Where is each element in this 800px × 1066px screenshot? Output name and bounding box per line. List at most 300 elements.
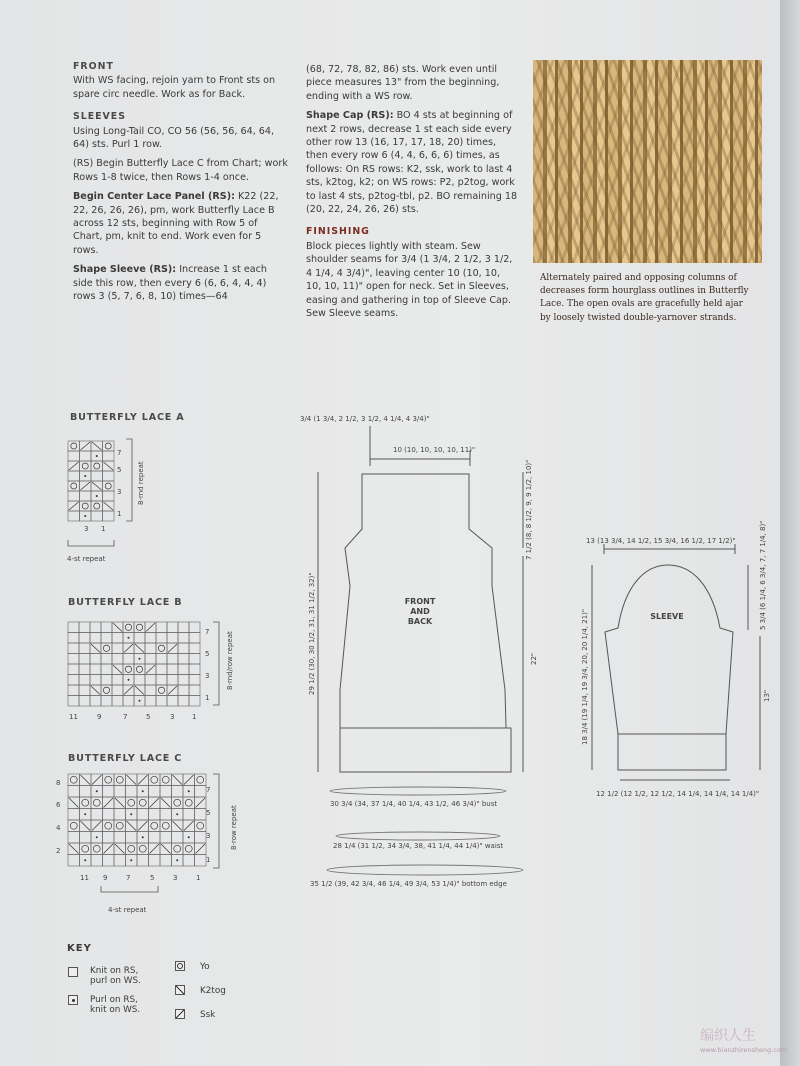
chart-cell [68,622,79,633]
yo-mark [105,822,112,829]
chart-cell [103,809,115,821]
chart-cell [103,832,115,844]
k2tog-mark [104,798,114,808]
chart-b-col-1: 1 [192,713,197,721]
sleeves-paragraph-2: (RS) Begin Butterfly Lace C from Chart; work Rows 1-8 twice, then Rows 1-4 once. [73,158,288,183]
chart-cell [68,832,80,844]
chart-cell [101,622,112,633]
chart-cell [160,855,172,867]
body-ribbing [340,728,511,772]
chart-cell [126,832,138,844]
chart-b-row-3: 3 [205,672,210,680]
chart-c-row-7: 7 [206,786,211,794]
yo-mark [197,822,204,829]
chart-cell [123,622,134,633]
chart-cell [167,664,178,675]
chart-cell [137,855,149,867]
chart-cell [101,633,112,644]
yo-mark [162,822,169,829]
chart-cell [103,441,115,451]
k2tog-mark [184,775,194,785]
chart-b-title: BUTTERFLY LACE B [68,597,183,608]
yo-mark [128,845,135,852]
chart-cell [90,696,101,707]
chart-cell [68,675,79,686]
purl-mark [128,679,130,681]
chart-cell [137,843,149,855]
chart-cell [79,622,90,633]
purl-mark [128,637,130,639]
ssk-mark [81,775,91,785]
ssk-mark [127,775,137,785]
purl-mark [84,475,86,477]
chart-cell [178,685,189,696]
purl-mark [176,813,178,815]
chart-cell [114,786,126,798]
chart-c-col-1: 1 [196,874,201,882]
chart-a-grid [68,441,114,521]
chart-cell [126,786,138,798]
ssk-mark [92,482,102,490]
photo-caption: Alternately paired and opposing columns of decreases form hourglass outlines in Butterfly Lace. The open ovals are gracefully held ajar by loosely twisted double-yarnover strands. [540,273,749,323]
sleeve-cuff [618,734,726,770]
chart-c-row-3: 3 [206,832,211,840]
chart-cell [167,675,178,686]
chart-cell [178,622,189,633]
chart-cell [90,622,101,633]
chart-c-col-7: 7 [126,874,131,882]
purl-mark [130,859,132,861]
chart-cell [90,664,101,675]
chart-cell [149,786,161,798]
yo-mark [151,822,158,829]
chart-cell [101,675,112,686]
key-title: KEY [67,943,92,954]
chart-cell [178,633,189,644]
chart-cell [145,685,156,696]
chart-cell [90,633,101,644]
finishing-heading: FINISHING [306,226,370,238]
chart-cell [90,675,101,686]
ssk-mark [115,798,125,808]
chart-cell [114,820,126,832]
chart-cell [189,675,200,686]
chart-cell [195,786,207,798]
purl-mark [188,790,190,792]
chart-cell [68,451,80,461]
chart-cell [103,491,115,501]
chart-cell [178,643,189,654]
chart-cell [79,685,90,696]
ssk-mark [135,644,144,653]
chart-cell [189,643,200,654]
yo-mark [70,822,77,829]
chart-c-col-9: 9 [103,874,108,882]
purl-mark [96,455,98,457]
chart-a-row-7: 7 [117,449,122,457]
ssk-mark [81,821,91,831]
side-measurement: 22" [530,652,538,665]
chart-a-bottom-repeat: 4-st repeat [67,555,106,563]
chart-cell [80,797,92,809]
chart-cell [178,696,189,707]
chart-cell [195,832,207,844]
chart-cell [160,820,172,832]
k2tog-mark [92,775,102,785]
yo-mark [82,799,89,806]
chart-cell [172,843,184,855]
chart-cell [126,797,138,809]
chart-cell [137,797,149,809]
chart-cell [189,696,200,707]
chart-cell [80,461,92,471]
yo-mark [139,799,146,806]
chart-b-repeat-label: 8-rnd/row repeat [226,631,234,690]
ssk-mark [113,623,122,632]
chart-cell [183,855,195,867]
chart-cell [114,774,126,786]
chart-cell [123,654,134,665]
chart-cell [68,820,80,832]
chart-b-col-9: 9 [97,713,102,721]
chart-cell [145,643,156,654]
chart-cell [103,774,115,786]
body-label-front: FRONT [404,597,436,606]
chart-cell [112,643,123,654]
chart-c-row-8: 8 [56,779,61,787]
sleeves-paragraph-1: Using Long-Tail CO, CO 56 (56, 56, 64, 64, 64) sts. Purl 1 row. [73,125,275,151]
yo-mark [82,503,88,509]
key-k2tog: K2tog [200,986,226,996]
chart-c-bottom-repeat: 4-st repeat [108,906,147,914]
chart-cell [103,471,115,481]
sleeve-continued-paragraph: (68, 72, 78, 82, 86) sts. Work even until piece measures 13" from the beginning, ending with a WS row. [306,64,500,102]
watermark-url: www.bianzhirensheng.com [700,1046,788,1054]
chart-cell [68,696,79,707]
chart-cell [172,832,184,844]
chart-cell [112,696,123,707]
yo-mark [136,666,142,672]
ssk-mark [104,502,114,510]
key-knit-line1: Knit on RS, [90,966,139,976]
purl-mark [84,859,86,861]
yo-mark [174,845,181,852]
chart-cell [145,633,156,644]
chart-cell [134,633,145,644]
chart-cell [91,809,103,821]
chart-cell [101,654,112,665]
k2tog-mark [184,821,194,831]
k2tog-mark [196,798,206,808]
chart-cell [90,654,101,665]
chart-cell [183,809,195,821]
k2tog-symbol-icon [175,985,185,995]
chart-cell [68,491,80,501]
chart-cell [123,664,134,675]
key-knit [90,966,141,986]
chart-c-row-4: 4 [56,824,61,832]
chart-a-row-1: 1 [117,510,122,518]
ssk-mark [69,798,79,808]
chart-cell [156,685,167,696]
k2tog-mark [124,686,133,695]
yo-mark [71,443,77,449]
neck-measurement: 10 (10, 10, 10, 10, 11)" [393,446,476,454]
chart-cell [68,654,79,665]
yo-mark [103,687,109,693]
chart-cell [103,820,115,832]
ssk-mark [173,775,183,785]
purl-mark [84,515,86,517]
chart-b-col-5: 5 [146,713,151,721]
chart-cell [101,685,112,696]
chart-c-row-2: 2 [56,847,61,855]
chart-a-row-3: 3 [117,488,122,496]
chart-cell [178,675,189,686]
chart-cell [172,797,184,809]
chart-cell [68,471,80,481]
chart-c-row-1: 1 [206,856,211,864]
chart-cell [80,491,92,501]
k2tog-mark [69,462,79,470]
chart-cell [145,696,156,707]
chart-cell [68,664,79,675]
yo-mark [125,666,131,672]
armhole-measurement: 7 1/2 (8, 8 1/2, 9, 9 1/2, 10)" [525,459,533,560]
chart-cell [101,664,112,675]
chart-c-row-5: 5 [206,809,211,817]
k2tog-mark [146,665,155,674]
chart-cell [103,481,115,491]
yo-mark [158,645,164,651]
yo-mark [93,845,100,852]
chart-cell [189,654,200,665]
chart-cell [123,696,134,707]
chart-cell [103,451,115,461]
chart-cell [91,501,103,511]
chart-cell [91,797,103,809]
chart-c-col-5: 5 [150,874,155,882]
bust-measurement: 30 3/4 (34, 37 1/4, 40 1/4, 43 1/2, 46 3/4)" bust [330,800,498,808]
chart-b-col-3: 3 [170,713,175,721]
waist-measurement: 28 1/4 (31 1/2, 34 3/4, 38, 41 1/4, 44 1/4)" waist [333,842,504,850]
finishing-paragraph: Block pieces lightly with steam. Sew shoulder seams for 3/4 (1 3/4, 2 1/2, 3 1/2, 4 1/4, 4 3/4)", leaving center 10 (10, 10, 10, 10, 11)" open for neck. Set in Sleeves, easing and gathering in top of Sleeve Cap. Sew Sleeve seams. [306,240,513,319]
sleeve-label: SLEEVE [650,612,684,621]
chart-cell [114,832,126,844]
ssk-mark [115,844,125,854]
chart-cell [178,654,189,665]
chart-cell [91,461,103,471]
chart-a-col-3: 3 [84,525,89,533]
yo-mark [71,483,77,489]
chart-b-row-1: 1 [205,694,210,702]
ssk-mark [91,644,100,653]
chart-cell [101,643,112,654]
ssk-mark [91,686,100,695]
chart-cell [91,471,103,481]
sleeve-cuff-measurement: 12 1/2 (12 1/2, 12 1/2, 14 1/4, 14 1/4, 14 1/4)" [596,790,760,798]
key-ssk: Ssk [200,1010,216,1020]
ssk-mark [127,821,137,831]
k2tog-mark [168,686,177,695]
key-knit-line2: purl on WS. [90,976,141,986]
chart-b-grid [68,622,200,706]
chart-cell [112,633,123,644]
chart-cell [68,685,79,696]
chart-cell [160,786,172,798]
chart-a-col-1: 1 [101,525,106,533]
yo-mark [82,845,89,852]
k2tog-mark [81,482,91,490]
chart-cell [156,643,167,654]
yo-mark [174,799,181,806]
chart-cell [195,855,207,867]
chart-cell [189,685,200,696]
chart-cell [134,675,145,686]
chart-cell [91,855,103,867]
chart-cell [160,832,172,844]
chart-cell [195,809,207,821]
chart-c-row-6: 6 [56,801,61,809]
ssk-mark [104,462,114,470]
sleeve-outline [605,565,733,734]
yo-mark [162,776,169,783]
chart-b-col-11: 11 [69,713,78,721]
chart-cell [156,675,167,686]
chart-cell [103,511,115,521]
yo-mark [185,845,192,852]
yo-mark [136,624,142,630]
chart-cell [160,774,172,786]
chart-cell [103,855,115,867]
purl-mark [142,836,144,838]
k2tog-mark [104,844,114,854]
center-lace-text: K22 (22, 22, 26, 26, 26), pm, work Butterfly Lace B across 12 sts, beginning with Row 5 of Chart, pm, knit to end. Work even for 5 rows. [73,191,279,256]
chart-cell [137,809,149,821]
key-purl-line1: Purl on RS, [90,995,138,1005]
purl-mark [139,700,141,702]
yo-mark [125,624,131,630]
chart-b-row-5: 5 [205,650,210,658]
yo-mark [116,822,123,829]
chart-c-grid [68,774,206,866]
chart-cell [149,774,161,786]
yo-mark [93,799,100,806]
chart-cell [68,633,79,644]
k2tog-mark [196,844,206,854]
chart-cell [145,675,156,686]
body-label-back: BACK [407,617,433,626]
body-label-and: AND [410,607,430,616]
chart-cell [167,654,178,665]
yo-mark [185,799,192,806]
front-paragraph: With WS facing, rejoin yarn to Front sts on spare circ needle. Work as for Back. [73,75,276,100]
chart-cell [149,820,161,832]
yo-mark [70,776,77,783]
chart-cell [183,797,195,809]
chart-cell [79,664,90,675]
k2tog-mark [81,442,91,450]
chart-cell [68,855,80,867]
front-heading: FRONT [73,61,114,72]
chart-cell [112,675,123,686]
k2tog-mark [146,623,155,632]
chart-cell [134,622,145,633]
yo-mark [128,799,135,806]
chart-cell [134,664,145,675]
chart-cell [68,511,80,521]
ssk-mark [161,844,171,854]
purl-mark [130,813,132,815]
chart-cell [91,843,103,855]
ssk-mark [173,821,183,831]
chart-a-title: BUTTERFLY LACE A [70,412,185,423]
chart-cell [167,622,178,633]
chart-cell [68,441,80,451]
chart-cell [160,809,172,821]
chart-cell [68,481,80,491]
length-measurement: 29 1/2 (30, 30 1/2, 31, 31 1/2, 32)" [308,572,316,695]
purl-mark [188,836,190,838]
chart-cell [195,820,207,832]
chart-cell [80,451,92,461]
chart-cell [79,643,90,654]
k2tog-mark [168,644,177,653]
sleeve-top-measurement: 13 (13 3/4, 14 1/2, 15 3/4, 16 1/2, 17 1/2)" [586,537,736,545]
chart-cell [189,622,200,633]
chart-c-col-3: 3 [173,874,178,882]
k2tog-mark [69,502,79,510]
chart-cell [167,696,178,707]
k2tog-mark [124,644,133,653]
k2tog-mark [138,821,148,831]
purl-mark [96,495,98,497]
chart-cell [79,654,90,665]
yo-mark [139,845,146,852]
chart-cell [149,855,161,867]
chart-cell [156,622,167,633]
yo-mark [151,776,158,783]
chart-cell [112,654,123,665]
chart-cell [156,633,167,644]
chart-cell [79,675,90,686]
ssk-mark [135,686,144,695]
k2tog-mark [138,775,148,785]
yo-mark [105,483,111,489]
sleeves-heading: SLEEVES [73,111,126,123]
chart-cell [80,786,92,798]
yo-mark [116,776,123,783]
purl-mark [142,790,144,792]
sleeve-cap-measurement: 5 3/4 (6 1/4, 6 3/4, 7, 7 1/4, 8)" [759,520,767,630]
chart-cell [189,633,200,644]
chart-cell [80,501,92,511]
chart-cell [156,664,167,675]
k2tog-mark [150,844,160,854]
yo-mark [103,645,109,651]
ssk-mark [161,798,171,808]
center-lace-heading: Begin Center Lace Panel (RS): [73,191,235,203]
chart-c-col-11: 11 [80,874,89,882]
sleeve-13-measurement: 13" [763,689,771,702]
chart-cell [79,696,90,707]
yo-mark [94,463,100,469]
chart-c-repeat-label: 8-row repeat [230,805,238,850]
shape-sleeve-heading: Shape Sleeve (RS): [73,264,177,276]
chart-a-repeat-label: 8-rnd repeat [137,461,145,505]
bottom-edge-measurement: 35 1/2 (39, 42 3/4, 46 1/4, 49 3/4, 53 1/4)" bottom edge [310,880,507,888]
chart-cell [149,832,161,844]
